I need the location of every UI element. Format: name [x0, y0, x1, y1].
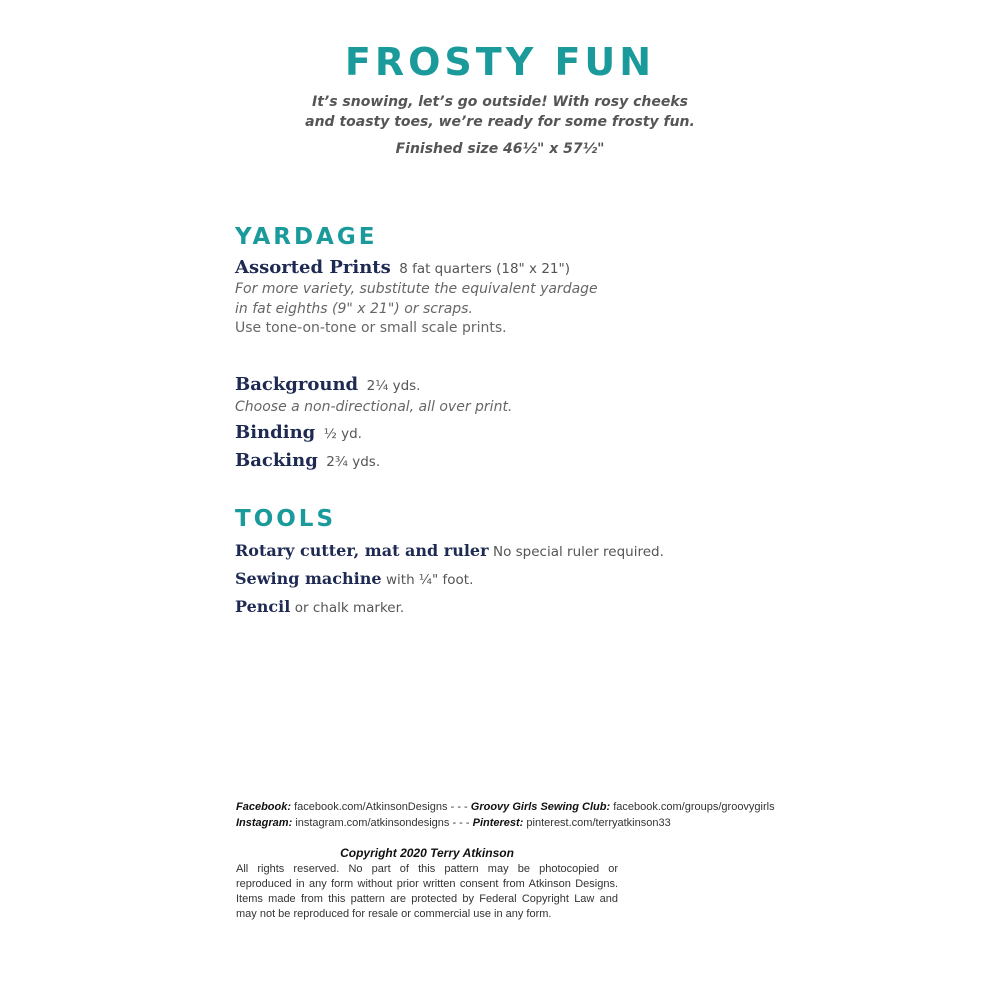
assorted-variety-note [235, 279, 598, 319]
item-qty: 8 fat quarters (18" x 21") [399, 261, 570, 277]
background-note: Choose a non-directional, all over print. [235, 399, 513, 415]
separator: - - - [447, 801, 471, 813]
item-name: Assorted Prints [235, 257, 391, 278]
item-name: Binding [235, 422, 316, 443]
tool-detail: or chalk marker. [294, 600, 405, 616]
social-line-facebook [236, 799, 775, 815]
pattern-title: FROSTY FUN [344, 40, 656, 84]
tool-item [235, 597, 404, 617]
tool-detail: No special ruler required. [492, 544, 664, 560]
item-qty: ½ yd. [323, 426, 362, 442]
yardage-item-binding [235, 422, 362, 443]
item-name: Backing [235, 450, 318, 471]
note-line: in fat eighths (9" x 21") or scraps. [235, 301, 473, 317]
yardage-heading: YARDAGE [235, 224, 378, 250]
item-name: Background [235, 374, 359, 395]
copyright-line: Items made from this pattern are protected by Federal Copyright Law and [236, 893, 618, 905]
tool-name: Rotary cutter, mat and ruler [235, 541, 489, 560]
social-line-instagram [236, 815, 671, 831]
tagline-line: It’s snowing, let’s go outside! With rosy cheeks [312, 94, 688, 110]
pattern-tagline [0, 92, 1000, 132]
club-label: Groovy Girls Sewing Club: [470, 801, 611, 813]
copyright-line: may not be reproduced for resale or commercial use in any form. [236, 908, 552, 920]
tool-item [235, 541, 664, 561]
tool-name: Sewing machine [235, 569, 382, 588]
facebook-link[interactable]: facebook.com/AtkinsonDesigns [294, 801, 448, 813]
separator: - - - [449, 817, 473, 829]
club-link[interactable]: facebook.com/groups/groovygirls [613, 801, 775, 813]
yardage-item-background [235, 374, 420, 395]
yardage-item-backing [235, 450, 380, 471]
tool-detail: with ¼" foot. [386, 572, 474, 588]
copyright-title: Copyright 2020 Terry Atkinson [340, 846, 514, 860]
note-line: For more variety, substitute the equivalent yardage [235, 281, 598, 297]
copyright-line: reproduced in any form without prior written consent from Atkinson Designs. [236, 878, 618, 890]
finished-size: Finished size 46½" x 57½" [395, 141, 605, 157]
copyright-body [236, 862, 618, 922]
copyright-line: All rights reserved. No part of this pattern may be photocopied or [236, 863, 618, 875]
instagram-label: Instagram: [236, 817, 293, 829]
assorted-print-note: Use tone-on-tone or small scale prints. [235, 320, 507, 336]
facebook-label: Facebook: [236, 801, 292, 813]
tool-item [235, 569, 473, 589]
instagram-link[interactable]: instagram.com/atkinsondesigns [295, 817, 450, 829]
pinterest-label: Pinterest: [472, 817, 524, 829]
yardage-item-assorted [235, 257, 570, 278]
item-qty: 2¼ yds. [366, 378, 421, 394]
tools-heading: TOOLS [235, 506, 337, 532]
pinterest-link[interactable]: pinterest.com/terryatkinson33 [526, 817, 671, 829]
item-qty: 2¾ yds. [326, 454, 381, 470]
tool-name: Pencil [235, 597, 291, 616]
tagline-line: and toasty toes, we’re ready for some frosty fun. [305, 114, 695, 130]
